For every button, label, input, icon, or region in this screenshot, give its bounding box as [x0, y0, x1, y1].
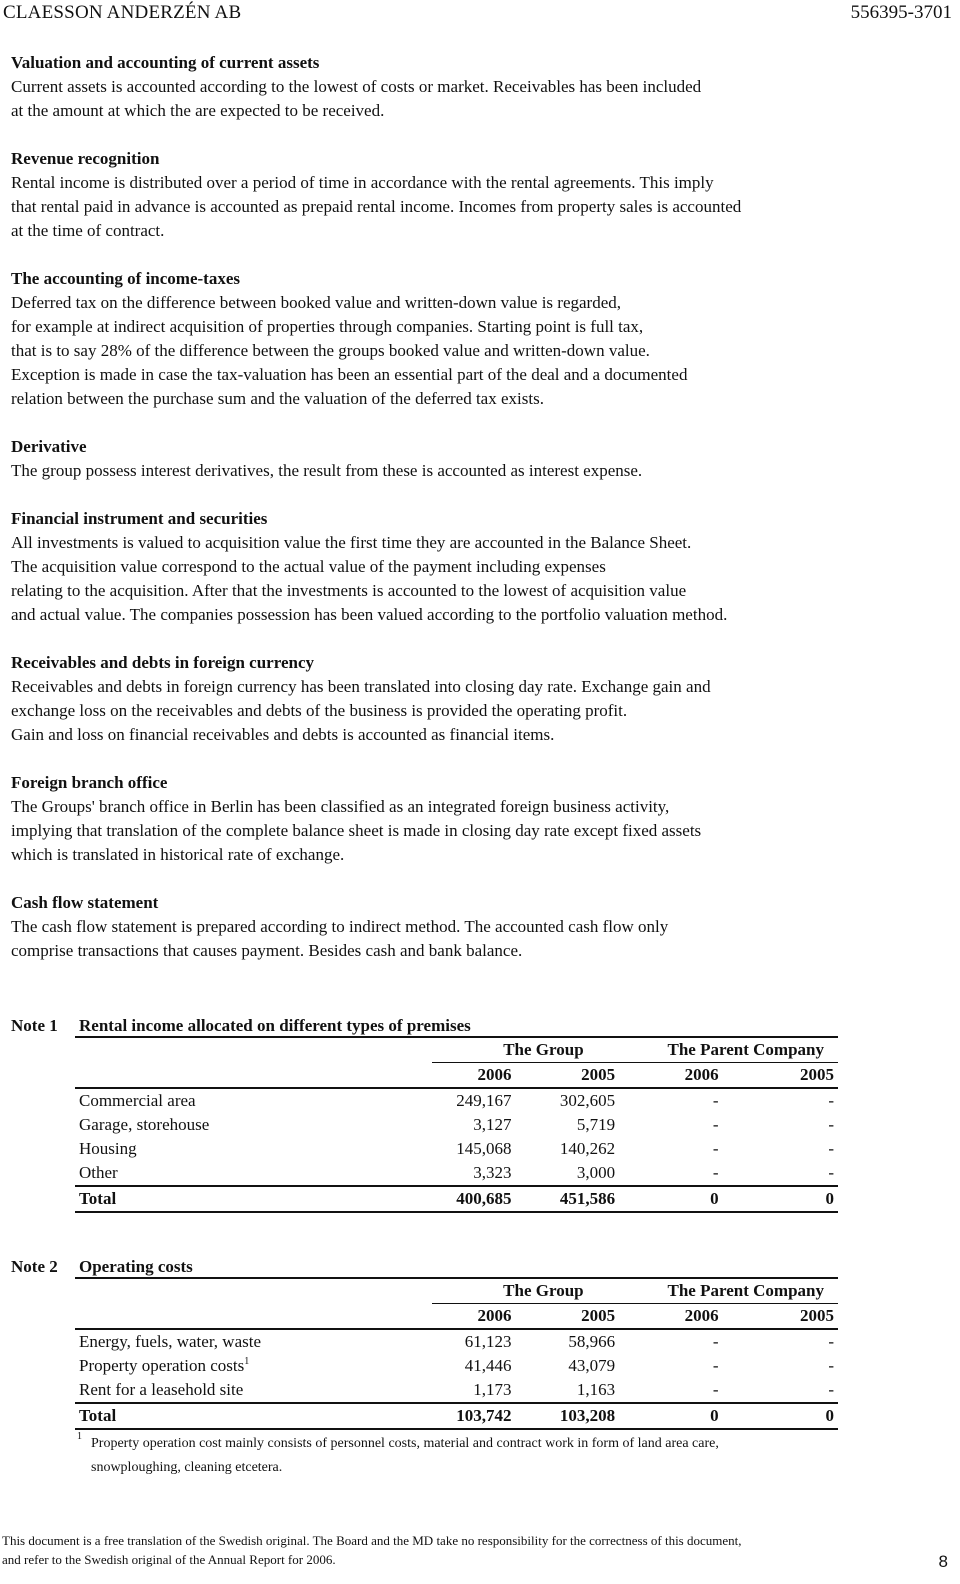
cell: 302,605: [559, 1091, 616, 1110]
note-title: Rental income allocated on different types of premises: [79, 1016, 471, 1035]
table-row: [75, 1137, 838, 1161]
cell: -: [828, 1380, 834, 1399]
table-total-row: [75, 1403, 838, 1429]
cell: -: [828, 1091, 834, 1110]
section-foreign-branch: [11, 771, 941, 867]
section-heading: Receivables and debts in foreign currency: [11, 653, 314, 672]
row-label: Garage, storehouse: [79, 1115, 210, 1134]
section-current-assets: [11, 51, 941, 123]
section-text-line: at the amount at which the are expected to be received.: [11, 101, 385, 120]
note-2: [11, 1255, 834, 1480]
footnote-mark: 1: [77, 1431, 82, 1442]
year-col: 2005: [719, 1304, 838, 1330]
section-text-line: Gain and loss on financial receivables and debts is accounted as financial items.: [11, 725, 555, 744]
row-label: Rent for a leasehold site: [79, 1380, 244, 1399]
cell: 3,323: [473, 1163, 512, 1182]
section-text-line: The cash flow statement is prepared according to indirect method. The accounted cash flow only: [11, 917, 669, 936]
cell: -: [828, 1332, 834, 1351]
section-heading: Derivative: [11, 437, 87, 456]
row-label: Other: [79, 1163, 118, 1182]
section-text-line: comprise transactions that causes payment. Besides cash and bank balance.: [11, 941, 523, 960]
section-text-line: Current assets is accounted according to the lowest of costs or market. Receivables has been included: [11, 77, 702, 96]
cell: -: [828, 1163, 834, 1182]
cell: 61,123: [464, 1332, 512, 1351]
row-label: Total: [75, 1186, 432, 1212]
cell: 400,685: [432, 1186, 512, 1212]
page-number: 8: [938, 1552, 948, 1571]
cell: -: [712, 1139, 719, 1158]
cell: -: [712, 1091, 719, 1110]
year-col: 2006: [615, 1304, 718, 1330]
year-col: 2005: [719, 1063, 838, 1089]
cell: -: [712, 1332, 719, 1351]
cell: 0: [615, 1186, 718, 1212]
table-total-row: [75, 1186, 838, 1212]
note-title: Operating costs: [79, 1257, 193, 1276]
company-name: CLAESSON ANDERZÉN AB: [3, 2, 242, 23]
note-number: Note 1: [11, 1016, 58, 1035]
cell: 145,068: [456, 1139, 512, 1158]
cell: 103,208: [511, 1403, 615, 1429]
cell: 1,163: [576, 1380, 616, 1399]
table-row: [75, 1378, 838, 1403]
section-text-line: relation between the purchase sum and the valuation of the deferred tax exists.: [11, 389, 544, 408]
cell: 5,719: [576, 1115, 616, 1134]
section-text-line: relating to the acquisition. After that the investments is accounted to the lowest of acquisition value: [11, 581, 687, 600]
note-header: [11, 1255, 826, 1279]
table-row: [75, 1161, 838, 1186]
section-text-line: Receivables and debts in foreign currency has been translated into closing day rate. Exchange gain and: [11, 677, 711, 696]
section-text-line: at the time of contract.: [11, 221, 165, 240]
section-foreign-currency: [11, 651, 941, 747]
section-text-line: Rental income is distributed over a period of time in accordance with the rental agreements. This imply: [11, 173, 714, 192]
year-col: 2006: [432, 1063, 512, 1089]
cell: -: [828, 1115, 834, 1134]
group-label: The Group: [432, 1038, 615, 1063]
year-col: 2006: [615, 1063, 718, 1089]
row-label: Commercial area: [79, 1091, 196, 1110]
year-col: 2005: [512, 1063, 616, 1089]
cell: 103,742: [432, 1403, 512, 1429]
section-derivative: [11, 435, 941, 483]
section-cash-flow: [11, 891, 941, 963]
table-years-header: [75, 1063, 838, 1089]
section-text-line: The acquisition value correspond to the actual value of the payment including expenses: [11, 557, 606, 576]
parent-label: The Parent Company: [615, 1038, 838, 1063]
cell: 1,173: [473, 1380, 512, 1399]
accounting-principles: [11, 51, 941, 987]
section-heading: Financial instrument and securities: [11, 509, 268, 528]
section-text-line: that is to say 28% of the difference between the groups booked value and written-down value.: [11, 341, 650, 360]
cell: -: [712, 1356, 719, 1375]
section-text-line: Exception is made in case the tax-valuation has been an essential part of the deal and a documented: [11, 365, 688, 384]
row-label: [75, 1354, 432, 1378]
cell: -: [712, 1163, 719, 1182]
table-row: [75, 1113, 838, 1137]
org-number: 556395-3701: [850, 2, 952, 23]
table-row: [75, 1088, 838, 1113]
footnote-ref: 1: [244, 1356, 250, 1367]
section-text-line: All investments is valued to acquisition value the first time they are accounted in the Balance Sheet.: [11, 533, 692, 552]
cell: 249,167: [456, 1091, 512, 1110]
cell: -: [712, 1380, 719, 1399]
group-label: The Group: [432, 1279, 615, 1304]
section-text-line: Deferred tax on the difference between booked value and written-down value is regarded,: [11, 293, 622, 312]
cell: -: [712, 1115, 719, 1134]
section-heading: Foreign branch office: [11, 773, 168, 792]
table-row: [75, 1329, 838, 1354]
row-label-text: Property operation costs: [79, 1356, 245, 1375]
section-text-line: exchange loss on the receivables and debts of the business is provided the operating profit.: [11, 701, 628, 720]
note-number: Note 2: [11, 1257, 58, 1276]
year-col: 2005: [511, 1304, 615, 1330]
section-heading: Valuation and accounting of current assets: [11, 53, 320, 72]
section-income-taxes: [11, 267, 941, 411]
footer-line: and refer to the Swedish original of the Annual Report for 2006.: [2, 1552, 336, 1567]
page-footer: [2, 1531, 742, 1569]
section-text-line: The Groups' branch office in Berlin has been classified as an integrated foreign business activity,: [11, 797, 670, 816]
footer-line: This document is a free translation of the Swedish original. The Board and the MD take no responsibility for the correctness of this document,: [2, 1533, 742, 1548]
parent-label: The Parent Company: [615, 1279, 838, 1304]
row-label: Energy, fuels, water, waste: [79, 1332, 262, 1351]
footnote-line: snowploughing, cleaning etcetera.: [91, 1460, 283, 1475]
cell: 0: [719, 1186, 838, 1212]
section-heading: Revenue recognition: [11, 149, 160, 168]
section-text-line: The group possess interest derivatives, the result from these is accounted as interest expense.: [11, 461, 643, 480]
cell: 140,262: [559, 1139, 616, 1158]
section-text-line: that rental paid in advance is accounted as prepaid rental income. Incomes from property sales is accounted: [11, 197, 742, 216]
footnote: [75, 1432, 826, 1480]
note-1: [11, 1014, 834, 1213]
section-text-line: for example at indirect acquisition of properties through companies. Starting point is full tax,: [11, 317, 644, 336]
cell: 58,966: [568, 1332, 616, 1351]
cell: 451,586: [512, 1186, 616, 1212]
cell: -: [828, 1139, 834, 1158]
year-col: 2006: [432, 1304, 512, 1330]
section-financial-instruments: [11, 507, 941, 627]
section-heading: The accounting of income-taxes: [11, 269, 241, 288]
table-row: [75, 1354, 838, 1378]
cell: 3,127: [473, 1115, 512, 1134]
cell: 43,079: [568, 1356, 616, 1375]
section-revenue-recognition: [11, 147, 941, 243]
cell: 41,446: [464, 1356, 512, 1375]
section-heading: Cash flow statement: [11, 893, 159, 912]
table-group-header: [75, 1279, 838, 1304]
note-header: [11, 1014, 826, 1038]
row-label: Housing: [79, 1139, 137, 1158]
table-years-header: [75, 1304, 838, 1330]
section-text-line: and actual value. The companies possession has been valued according to the portfolio valuation method.: [11, 605, 728, 624]
footnote-line: Property operation cost mainly consists of personnel costs, material and contract work in form of land area care,: [91, 1436, 719, 1451]
cell: 0: [719, 1403, 838, 1429]
table-group-header: [75, 1038, 838, 1063]
operating-costs-table: [75, 1279, 838, 1430]
page-header: [3, 2, 952, 30]
section-text-line: implying that translation of the complete balance sheet is made in closing day rate except fixed assets: [11, 821, 702, 840]
cell: 0: [615, 1403, 718, 1429]
rental-income-table: [75, 1038, 838, 1213]
section-text-line: which is translated in historical rate of exchange.: [11, 845, 345, 864]
cell: 3,000: [576, 1163, 616, 1182]
cell: -: [828, 1356, 834, 1375]
row-label: Total: [75, 1403, 432, 1429]
